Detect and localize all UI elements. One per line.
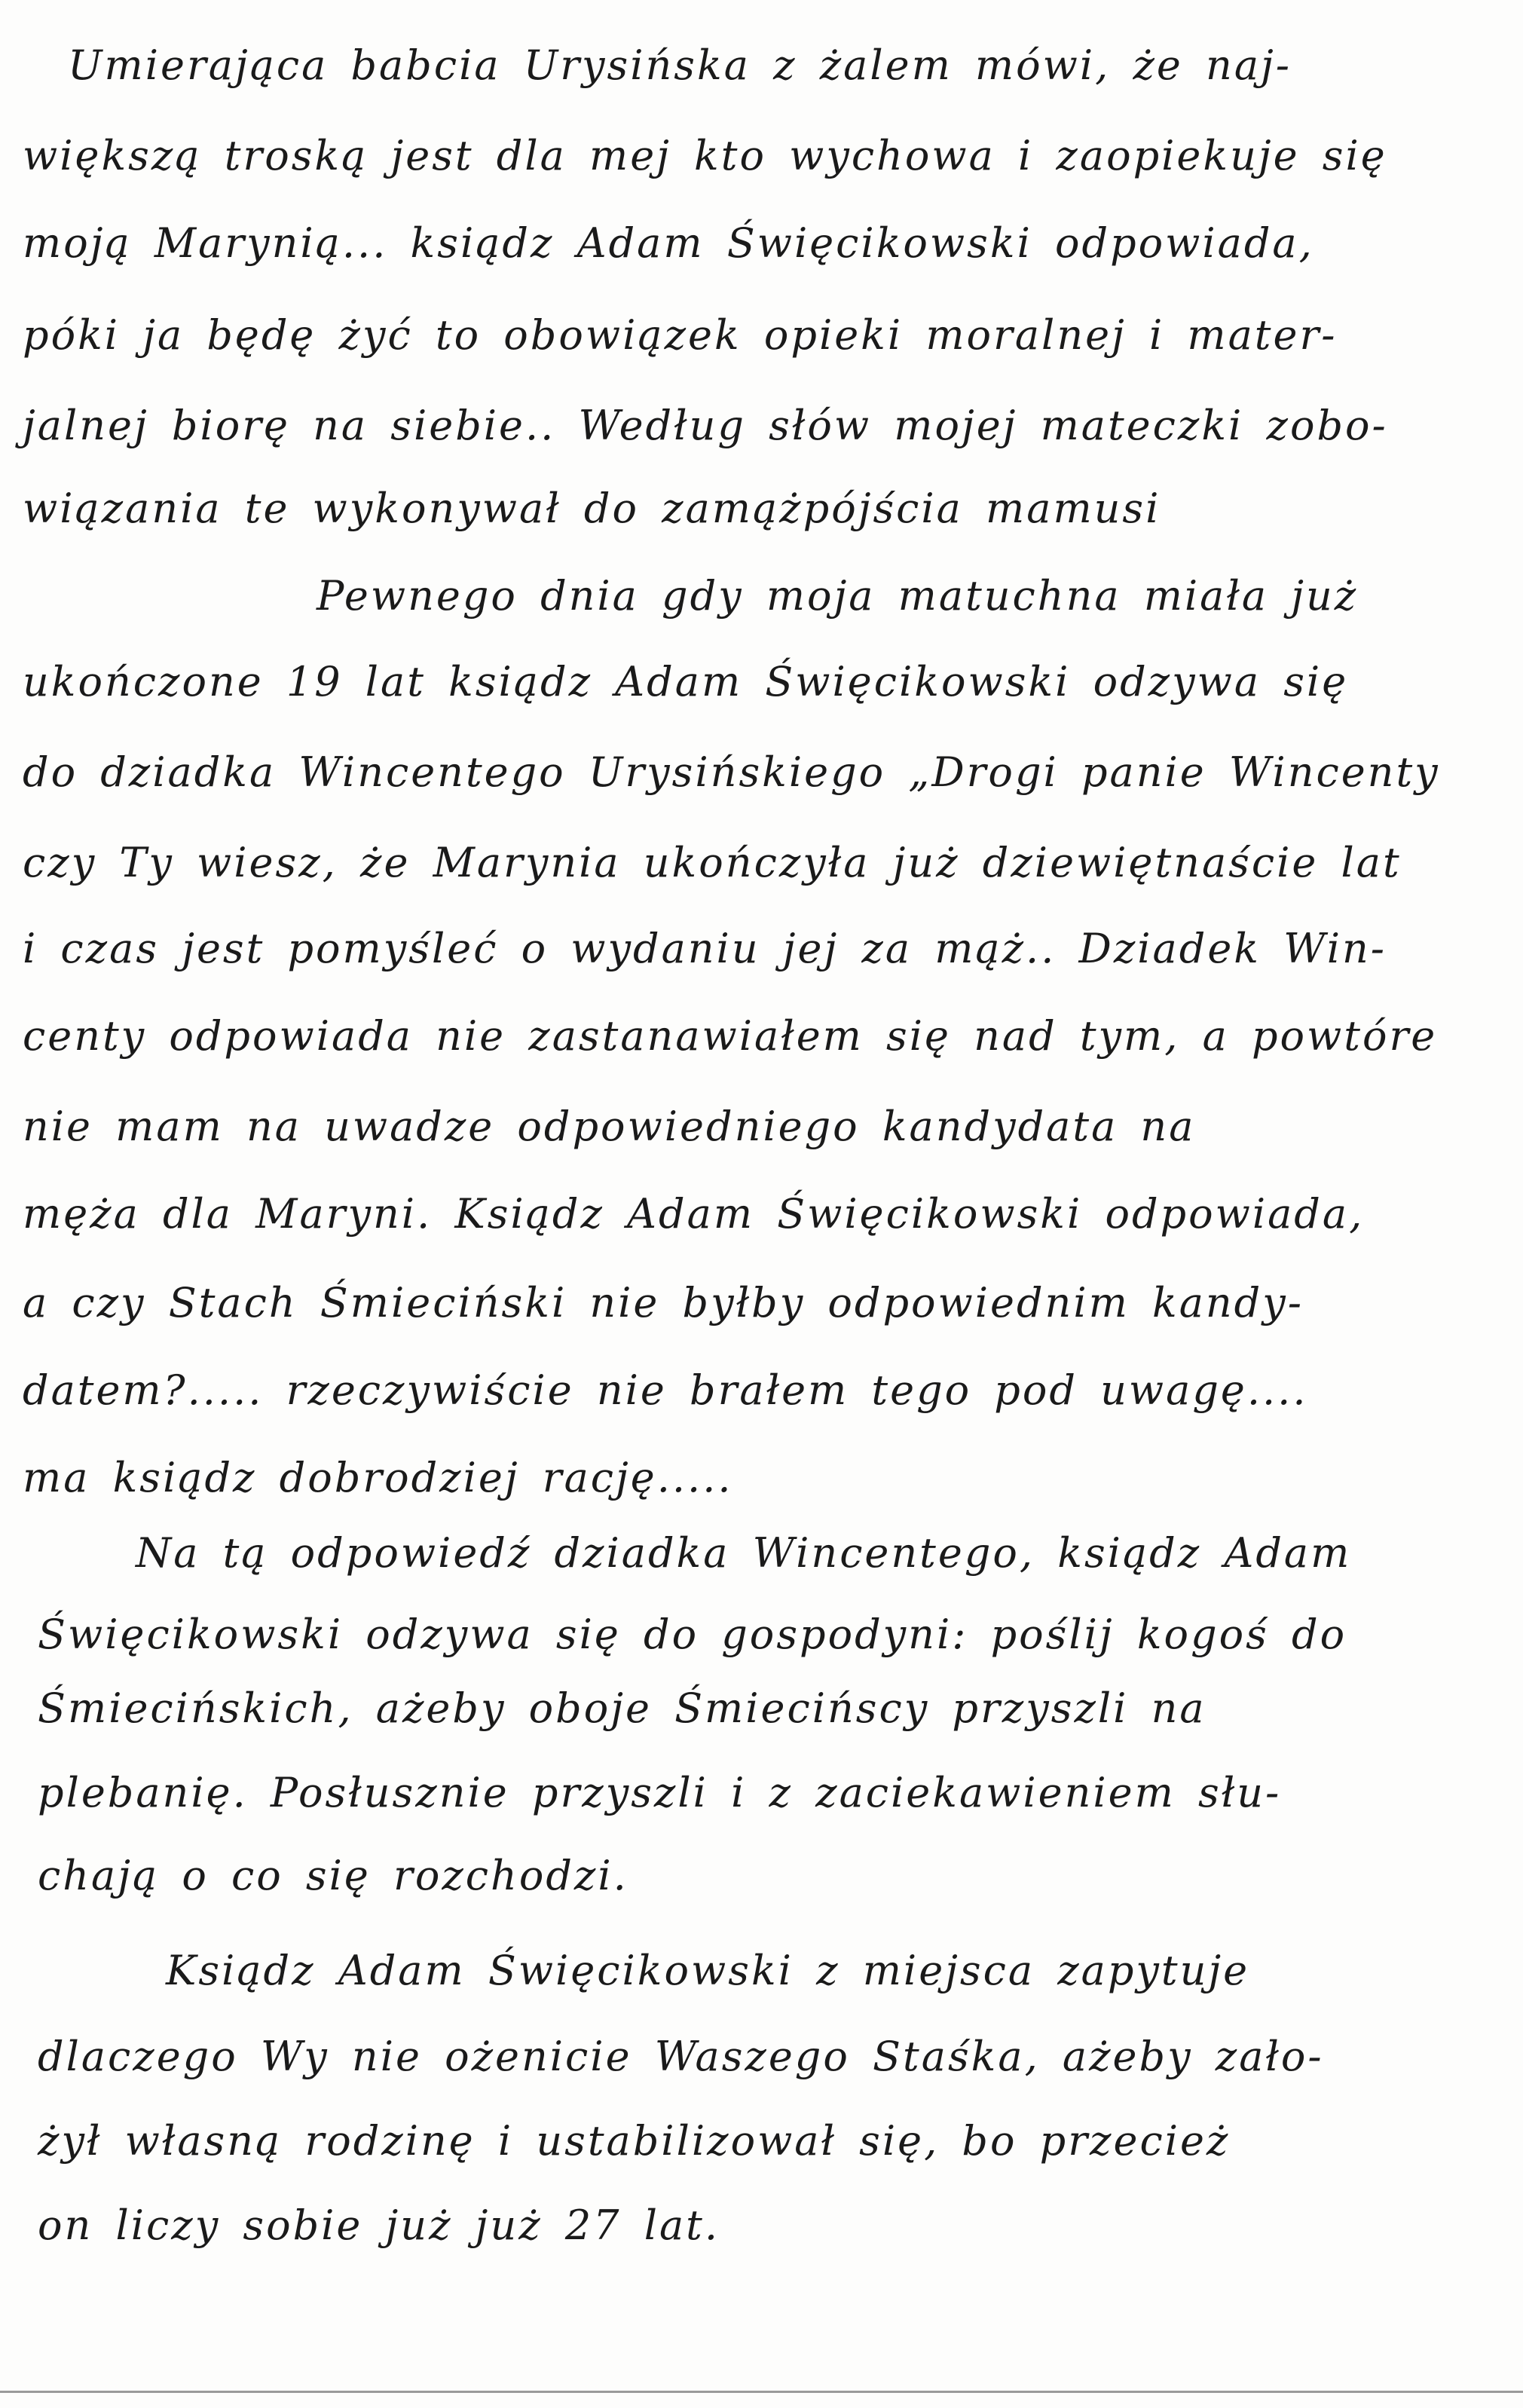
text-line: centy odpowiada nie zastanawiałem się nad tym, a powtóre <box>23 1012 1438 1060</box>
text-line: moją Marynią... ksiądz Adam Święcikowski odpowiada, <box>23 219 1314 267</box>
text-line: Umierająca babcia Urysińska z żalem mówi, że naj- <box>68 41 1292 89</box>
text-line: Święcikowski odzywa się do gospodyni: poślij kogoś do <box>38 1611 1347 1658</box>
text-line: większą troską jest dla mej kto wychowa i zaopiekuje się <box>23 132 1387 179</box>
text-line: nie mam na uwadze odpowiedniego kandydata na <box>23 1103 1196 1150</box>
text-line: do dziadka Wincentego Urysińskiego „Drogi panie Wincenty <box>23 748 1440 796</box>
text-line: Ksiądz Adam Święcikowski z miejsca zapytuje <box>166 1947 1250 1994</box>
text-line: Na tą odpowiedź dziadka Wincentego, ksiądz Adam <box>136 1529 1352 1577</box>
text-line: Śmiecińskich, ażeby oboje Śmiecińscy przyszli na <box>38 1684 1206 1732</box>
text-line: ukończone 19 lat ksiądz Adam Święcikowski odzywa się <box>23 658 1349 705</box>
text-line: żył własną rodzinę i ustabilizował się, bo przecież <box>38 2117 1231 2165</box>
text-line: on liczy sobie już już 27 lat. <box>38 2201 720 2249</box>
text-line: póki ja będę żyć to obowiązek opieki moralnej i mater- <box>23 311 1338 359</box>
text-line: ma ksiądz dobrodziej rację..... <box>23 1454 733 1501</box>
page-edge-rule <box>0 2391 1523 2393</box>
text-line: dlaczego Wy nie ożenicie Waszego Staśka, ażeby zało- <box>38 2033 1324 2080</box>
text-line: wiązania te wykonywał do zamążpójścia mamusi <box>23 485 1161 532</box>
text-line: i czas jest pomyśleć o wydaniu jej za mąż.. Dziadek Win- <box>23 925 1387 972</box>
text-line: plebanię. Posłusznie przyszli i z zaciekawieniem słu- <box>38 1769 1282 1816</box>
text-line: a czy Stach Śmieciński nie byłby odpowiednim kandy- <box>23 1279 1304 1326</box>
text-line: chają o co się rozchodzi. <box>38 1852 628 1899</box>
text-line: Pewnego dnia gdy moja matuchna miała już <box>317 572 1359 620</box>
text-line: czy Ty wiesz, że Marynia ukończyła już dziewiętnaście lat <box>23 839 1402 886</box>
text-line: datem?..... rzeczywiście nie brałem tego pod uwagę.... <box>23 1366 1308 1414</box>
text-line: męża dla Maryni. Ksiądz Adam Święcikowski odpowiada, <box>23 1190 1365 1238</box>
text-line: jalnej biorę na siebie.. Według słów mojej mateczki zobo- <box>23 402 1388 449</box>
